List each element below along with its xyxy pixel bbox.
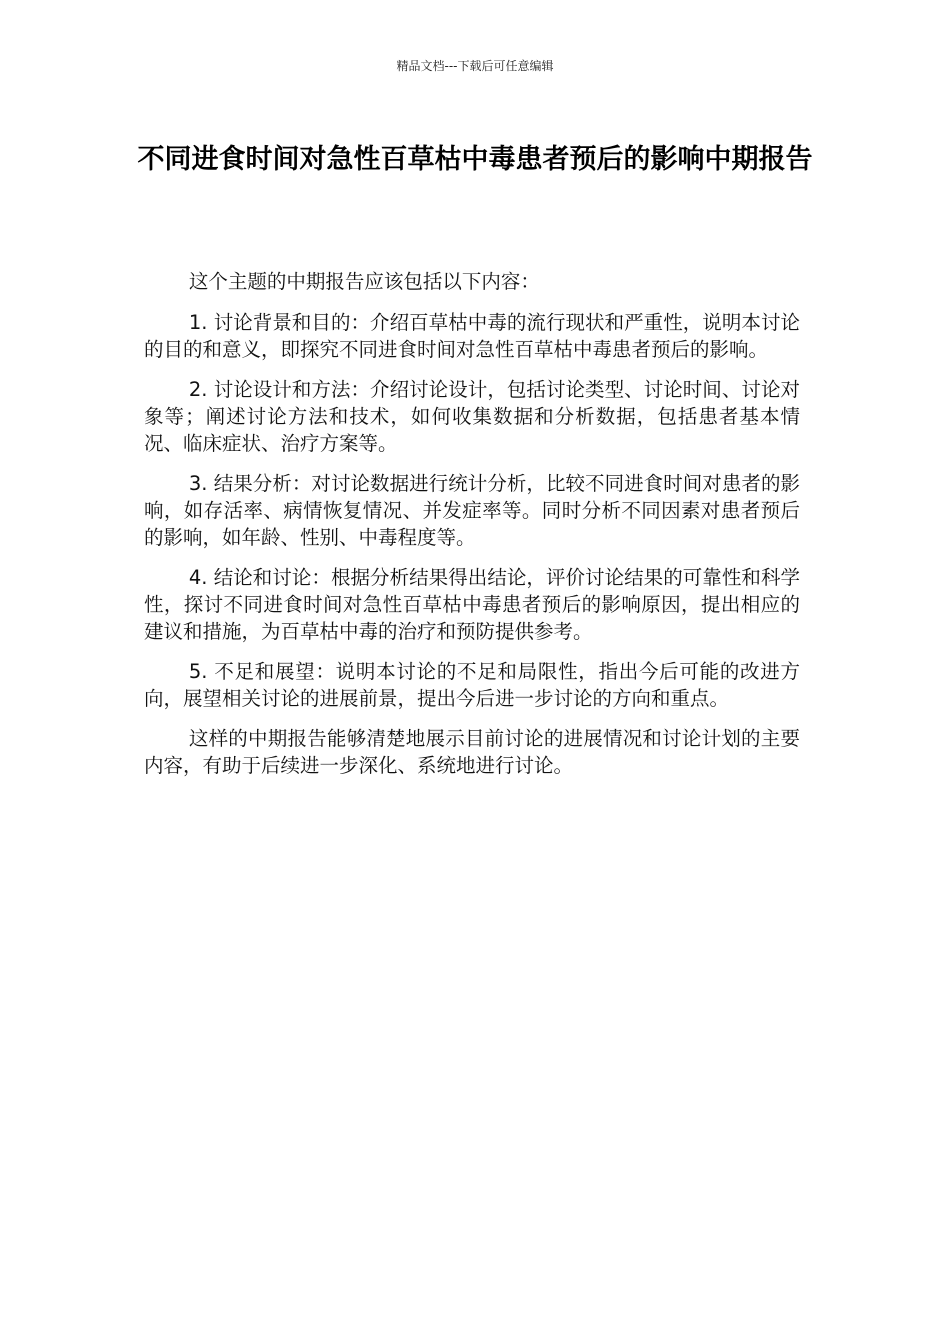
page-header: 精品文档---下载后可任意编辑 (396, 59, 554, 73)
item-paragraph-5: 5. 不足和展望：说明本讨论的不足和局限性，指出今后可能的改进方向，展望相关讨论的进展前景，提出今后进一步讨论的方向和重点。 (144, 660, 800, 710)
intro-paragraph: 这个主题的中期报告应该包括以下内容： (188, 270, 540, 293)
item-paragraph-3: 3. 结果分析：对讨论数据进行统计分析，比较不同进食时间对患者的影响，如存活率、病情恢复情况、并发症率等。同时分析不同因素对患者预后的影响，如年龄、性别、中毒程度等。 (144, 472, 800, 549)
item-paragraph-1: 1. 讨论背景和目的：介绍百草枯中毒的流行现状和严重性，说明本讨论的目的和意义，即探究不同进食时间对急性百草枯中毒患者预后的影响。 (144, 311, 800, 361)
item-paragraph-2: 2. 讨论设计和方法：介绍讨论设计，包括讨论类型、讨论时间、讨论对象等；阐述讨论方法和技术，如何收集数据和分析数据，包括患者基本情况、临床症状、治疗方案等。 (144, 378, 800, 455)
conclusion-paragraph: 这样的中期报告能够清楚地展示目前讨论的进展情况和讨论计划的主要内容，有助于后续进一步深化、系统地进行讨论。 (144, 727, 800, 777)
document-title: 不同进食时间对急性百草枯中毒患者预后的影响中期报告 (137, 144, 813, 175)
document-body (144, 268, 800, 792)
item-paragraph-4: 4. 结论和讨论：根据分析结果得出结论，评价讨论结果的可靠性和科学性，探讨不同进食时间对急性百草枯中毒患者预后的影响原因，提出相应的建议和措施，为百草枯中毒的治疗和预防提供参考。 (144, 566, 800, 643)
